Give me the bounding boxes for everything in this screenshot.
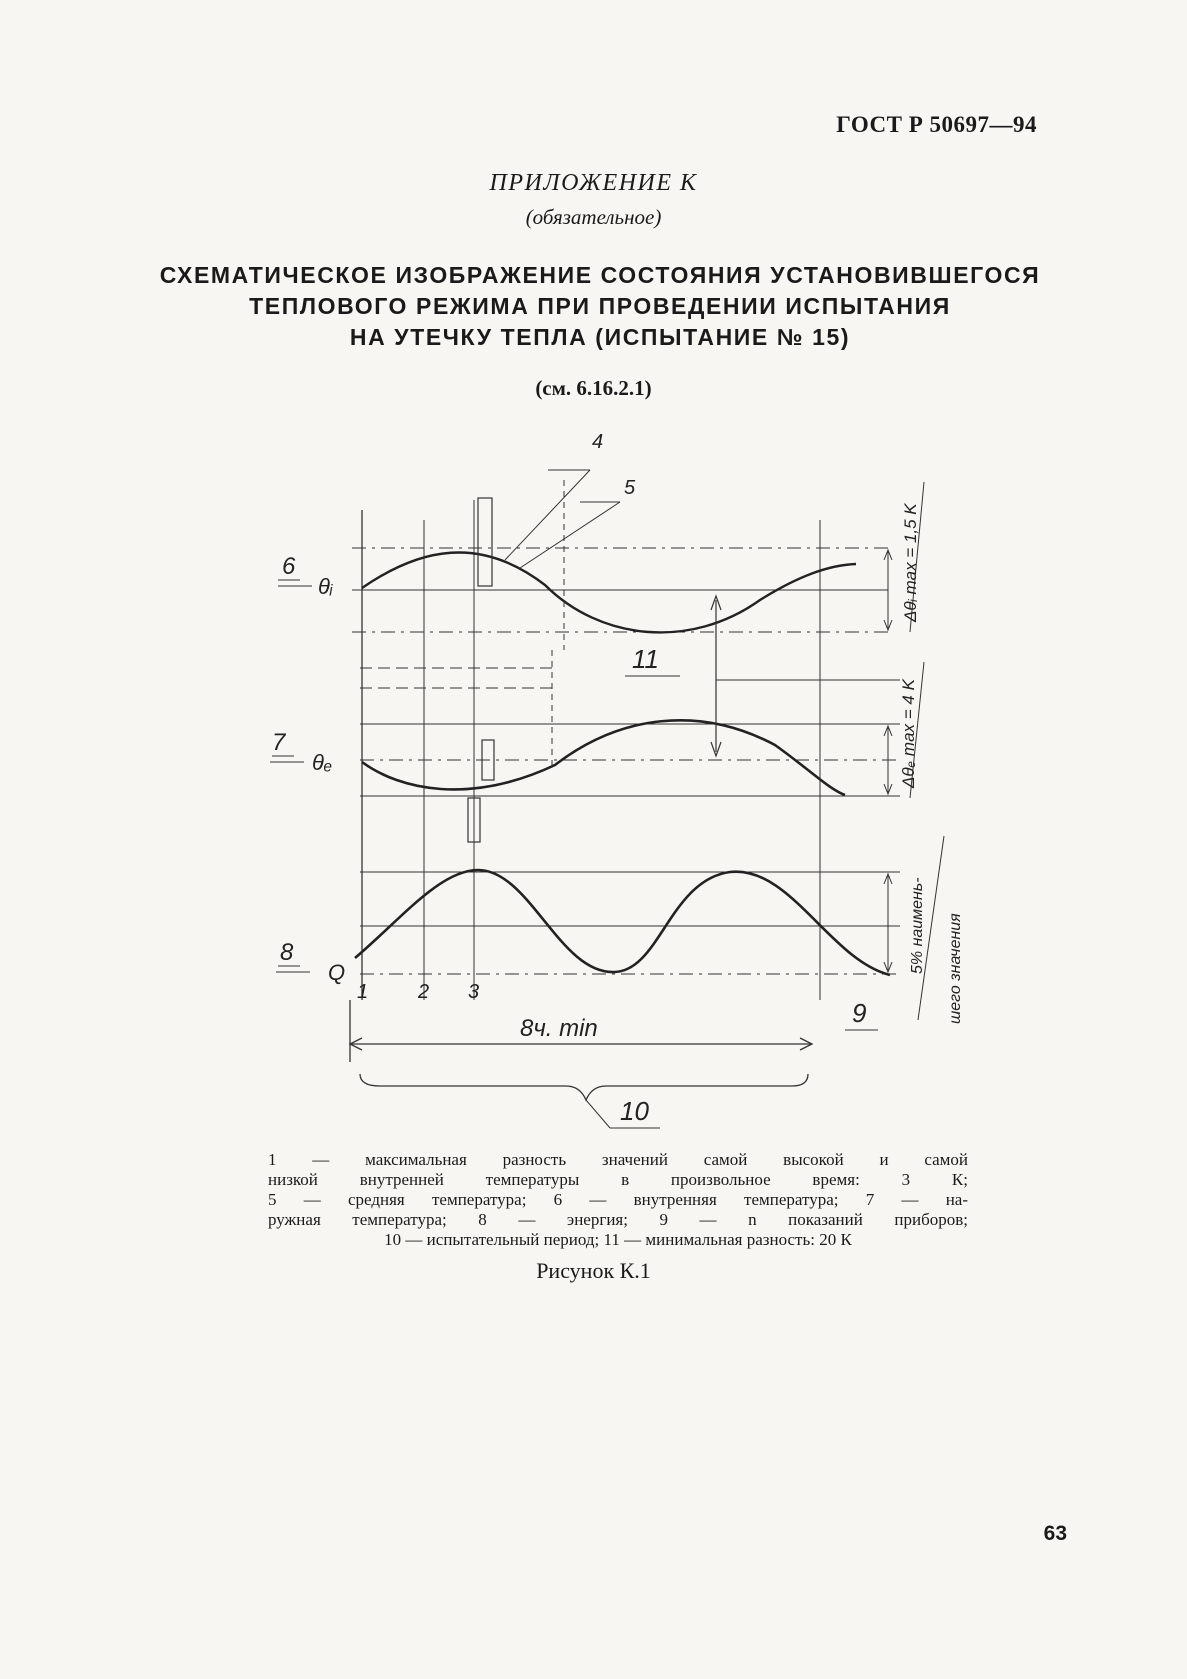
title-line-1: СХЕМАТИЧЕСКОЕ ИЗОБРАЖЕНИЕ СОСТОЯНИЯ УСТАНОВИВШЕГОСЯ: [159, 262, 1041, 288]
delta-inner-label: Δθᵢ max = 1,5 K: [901, 503, 920, 622]
title-line-2: ТЕПЛОВОГО РЕЖИМА ПРИ ПРОВЕДЕНИИ ИСПЫТАНИЯ: [249, 293, 951, 319]
callout-9: 9: [852, 998, 867, 1028]
curve-symbol-inner: θᵢ: [318, 574, 333, 599]
test-period-brace: [360, 1074, 808, 1100]
callout-10: 10: [620, 1096, 649, 1126]
energy-curve: [355, 870, 890, 975]
page-number: 63: [1043, 1522, 1067, 1545]
appendix-note: (обязательное): [525, 205, 662, 229]
callout-11: 11: [632, 644, 659, 674]
standard-code: ГОСТ Р 50697—94: [836, 112, 1037, 137]
title-line-3: НА УТЕЧКУ ТЕПЛА (ИСПЫТАНИЕ № 15): [349, 324, 851, 350]
leader-line-5: [520, 502, 620, 568]
section-reference: (см. 6.16.2.1): [535, 376, 652, 400]
legend-line-5: 10 — испытательный период; 11 — минимальная разность: 20 К: [384, 1230, 852, 1249]
figure-caption: Рисунок К.1: [536, 1258, 651, 1283]
marker-3: 3: [468, 981, 480, 1003]
leader-line-4: [505, 470, 590, 560]
curve-label-inner: 6: [282, 553, 296, 580]
legend-line-1: 1 — максимальная разность значений самой высокой и самой: [268, 1150, 968, 1169]
energy-note-2: шего значения: [947, 913, 964, 1024]
legend-line-4: ружная температура; 8 — энергия; 9 — n показаний приборов;: [268, 1210, 968, 1229]
curve-symbol-energy: Q: [328, 960, 346, 985]
marker-4: 4: [592, 431, 604, 453]
legend-line-3: 5 — средняя температура; 6 — внутренняя температура; 7 — на-: [268, 1190, 968, 1209]
leader-line-10: [586, 1100, 610, 1128]
thermal-regime-figure: [0, 420, 1187, 1140]
legend-line-2: низкой внутренней температуры в произвольное время: 3 К;: [268, 1170, 968, 1189]
curve-label-outer: 7: [272, 729, 286, 756]
marker-1: 1: [357, 981, 369, 1003]
marker-2: 2: [418, 981, 430, 1003]
inner-temperature-curve: [362, 552, 856, 632]
marker-5: 5: [624, 477, 636, 499]
curve-symbol-outer: θₑ: [312, 750, 333, 775]
delta-outer-label: Δθₑ max = 4 K: [899, 679, 918, 788]
curve-label-energy: 8: [280, 939, 294, 966]
energy-note-1: 5% наимень-: [909, 877, 926, 974]
bracket-box: [478, 498, 492, 586]
duration-label: 8ч. min: [520, 1015, 598, 1042]
appendix-title: ПРИЛОЖЕНИЕ К: [489, 170, 698, 196]
outer-temperature-curve: [362, 720, 845, 795]
